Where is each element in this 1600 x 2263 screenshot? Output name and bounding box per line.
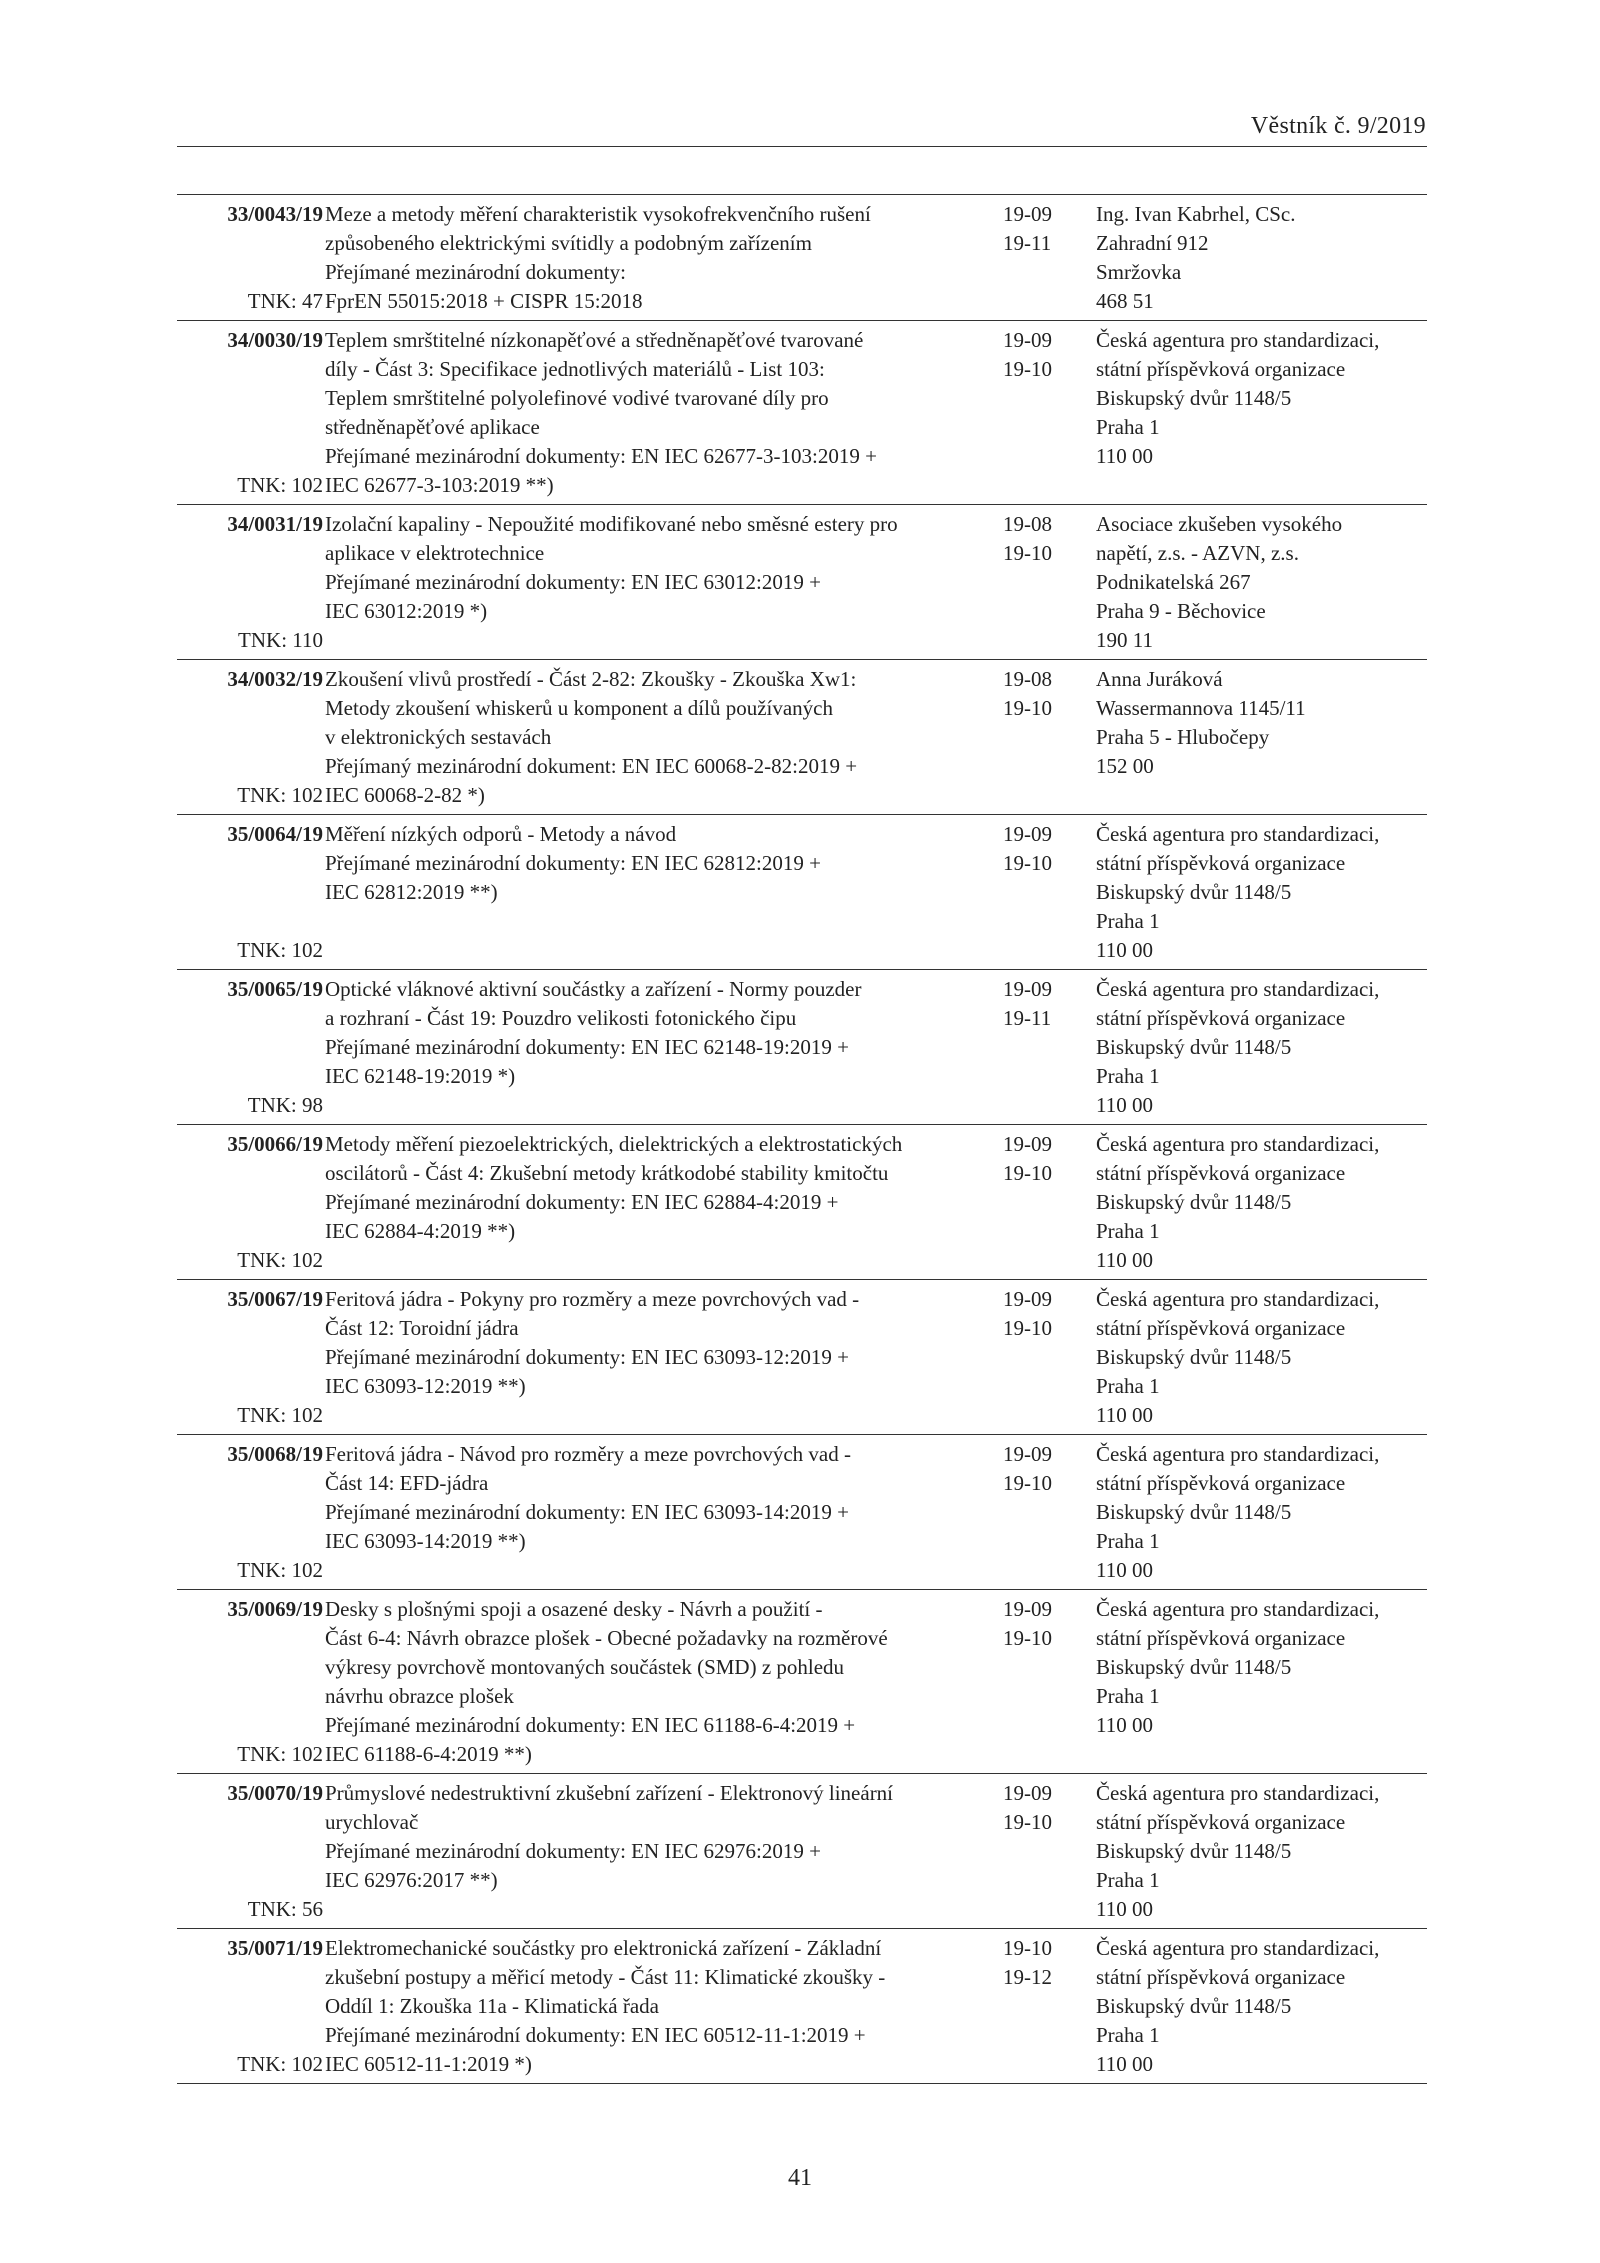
- address-cell-line: 190 11: [1096, 628, 1153, 652]
- dates-cell-line: 19-09: [1003, 1781, 1052, 1805]
- title-cell-line: způsobeného elektrickými svítidly a podobným zařízením: [325, 231, 812, 255]
- address-cell-line: 110 00: [1096, 1403, 1153, 1427]
- title-cell-line: Přejímané mezinárodní dokumenty:: [325, 260, 626, 284]
- row-id: 35/0066/19: [227, 1132, 323, 1156]
- title-cell-line: v elektronických sestavách: [325, 725, 552, 749]
- title-cell: [325, 1779, 1003, 1924]
- dates-cell-line: 19-11: [1003, 1006, 1052, 1030]
- title-cell-line: Přejímaný mezinárodní dokument: EN IEC 60068-2-82:2019 +: [325, 754, 858, 778]
- title-cell-line: Elektromechanické součástky pro elektronická zařízení - Základní: [325, 1936, 882, 1960]
- dates-cell-line: 19-10: [1003, 1316, 1052, 1340]
- title-cell: [325, 1934, 1003, 2079]
- table-row: [177, 815, 1427, 970]
- address-cell-line: 110 00: [1096, 2052, 1153, 2076]
- dates-cell-line: 19-09: [1003, 1597, 1052, 1621]
- address-cell-line: Praha 1: [1096, 1374, 1160, 1398]
- address-cell: [1096, 1595, 1427, 1769]
- title-cell-line: zkušební postupy a měřicí metody - Část 11: Klimatické zkoušky -: [325, 1965, 886, 1989]
- address-cell-line: Biskupský dvůr 1148/5: [1096, 880, 1292, 904]
- row-id: 33/0043/19: [227, 202, 323, 226]
- dates-cell-line: 19-09: [1003, 202, 1052, 226]
- dates-cell-line: 19-09: [1003, 977, 1052, 1001]
- row-tnk: TNK: 102: [237, 1248, 323, 1272]
- row-id: 34/0031/19: [227, 512, 323, 536]
- row-tnk: TNK: 102: [237, 1403, 323, 1427]
- table-row: [177, 505, 1427, 660]
- title-cell-line: Optické vláknové aktivní součástky a zařízení - Normy pouzder: [325, 977, 862, 1001]
- title-cell-line: Část 14: EFD-jádra: [325, 1471, 489, 1495]
- title-cell: [325, 326, 1003, 500]
- title-cell-line: Část 6-4: Návrh obrazce plošek - Obecné požadavky na rozměrové: [325, 1626, 888, 1650]
- address-cell-line: Biskupský dvůr 1148/5: [1096, 1345, 1292, 1369]
- title-cell-line: IEC 63093-12:2019 **): [325, 1374, 526, 1398]
- title-cell-line: Meze a metody měření charakteristik vysokofrekvenčního rušení: [325, 202, 871, 226]
- title-cell-line: návrhu obrazce plošek: [325, 1684, 514, 1708]
- row-identifier-cell: [177, 975, 323, 1120]
- address-cell-line: státní příspěvková organizace: [1096, 1161, 1346, 1185]
- dates-cell: [1003, 1440, 1096, 1585]
- address-cell-line: Biskupský dvůr 1148/5: [1096, 1190, 1292, 1214]
- dates-cell: [1003, 1130, 1096, 1275]
- title-cell-line: Přejímané mezinárodní dokumenty: EN IEC 63093-12:2019 +: [325, 1345, 849, 1369]
- address-cell-line: 110 00: [1096, 444, 1153, 468]
- dates-cell: [1003, 1779, 1096, 1924]
- dates-cell: [1003, 200, 1096, 316]
- title-cell: [325, 1595, 1003, 1769]
- address-cell: [1096, 975, 1427, 1120]
- title-cell-line: Měření nízkých odporů - Metody a návod: [325, 822, 677, 846]
- title-cell-line: IEC 60068-2-82 *): [325, 783, 485, 807]
- address-cell-line: 110 00: [1096, 1713, 1153, 1737]
- title-cell-line: díly - Část 3: Specifikace jednotlivých materiálů - List 103:: [325, 357, 825, 381]
- title-cell: [325, 665, 1003, 810]
- dates-cell-line: 19-11: [1003, 231, 1052, 255]
- title-cell-line: IEC 60512-11-1:2019 *): [325, 2052, 532, 2076]
- address-cell-line: Česká agentura pro standardizaci,: [1096, 977, 1380, 1001]
- dates-cell-line: 19-10: [1003, 1161, 1052, 1185]
- address-cell-line: Ing. Ivan Kabrhel, CSc.: [1096, 202, 1296, 226]
- address-cell-line: 110 00: [1096, 1248, 1153, 1272]
- title-cell: [325, 1130, 1003, 1275]
- address-cell-line: Biskupský dvůr 1148/5: [1096, 1839, 1292, 1863]
- address-cell: [1096, 665, 1427, 810]
- row-identifier-cell: [177, 1934, 323, 2079]
- title-cell-line: Feritová jádra - Pokyny pro rozměry a meze povrchových vad -: [325, 1287, 860, 1311]
- address-cell-line: Praha 1: [1096, 1064, 1160, 1088]
- standards-table: [177, 194, 1427, 2084]
- page-header-title: Věstník č. 9/2019: [1250, 113, 1426, 139]
- table-row: [177, 321, 1427, 505]
- row-tnk: TNK: 98: [247, 1093, 323, 1117]
- title-cell-line: Izolační kapaliny - Nepoužité modifikované nebo směsné estery pro: [325, 512, 898, 536]
- address-cell-line: Biskupský dvůr 1148/5: [1096, 1500, 1292, 1524]
- title-cell-line: oscilátorů - Část 4: Zkušební metody krátkodobé stability kmitočtu: [325, 1161, 889, 1185]
- dates-cell-line: 19-09: [1003, 1287, 1052, 1311]
- address-cell-line: Biskupský dvůr 1148/5: [1096, 1994, 1292, 2018]
- address-cell-line: státní příspěvková organizace: [1096, 1006, 1346, 1030]
- table-row: [177, 1590, 1427, 1774]
- address-cell-line: Česká agentura pro standardizaci,: [1096, 1287, 1380, 1311]
- title-cell-line: Feritová jádra - Návod pro rozměry a meze povrchových vad -: [325, 1442, 851, 1466]
- title-cell-line: IEC 63093-14:2019 **): [325, 1529, 526, 1553]
- dates-cell-line: 19-10: [1003, 357, 1052, 381]
- table-row: [177, 195, 1427, 321]
- row-identifier-cell: [177, 820, 323, 965]
- address-cell-line: Podnikatelská 267: [1096, 570, 1251, 594]
- dates-cell-line: 19-08: [1003, 512, 1052, 536]
- title-cell-line: Přejímané mezinárodní dokumenty: EN IEC 62884-4:2019 +: [325, 1190, 839, 1214]
- title-cell-line: Teplem smrštitelné polyolefinové vodivé tvarované díly pro: [325, 386, 829, 410]
- title-cell-line: Přejímané mezinárodní dokumenty: EN IEC 63093-14:2019 +: [325, 1500, 849, 1524]
- address-cell: [1096, 1130, 1427, 1275]
- title-cell: [325, 1440, 1003, 1585]
- dates-cell-line: 19-12: [1003, 1965, 1052, 1989]
- address-cell-line: 468 51: [1096, 289, 1154, 313]
- address-cell-line: Česká agentura pro standardizaci,: [1096, 1597, 1380, 1621]
- address-cell-line: Česká agentura pro standardizaci,: [1096, 1132, 1380, 1156]
- address-cell: [1096, 1779, 1427, 1924]
- dates-cell-line: 19-09: [1003, 328, 1052, 352]
- dates-cell: [1003, 665, 1096, 810]
- dates-cell-line: 19-10: [1003, 1810, 1052, 1834]
- address-cell-line: 110 00: [1096, 1093, 1153, 1117]
- title-cell-line: FprEN 55015:2018 + CISPR 15:2018: [325, 289, 643, 313]
- row-identifier-cell: [177, 1440, 323, 1585]
- dates-cell: [1003, 975, 1096, 1120]
- address-cell-line: Česká agentura pro standardizaci,: [1096, 822, 1380, 846]
- row-tnk: TNK: 56: [247, 1897, 323, 1921]
- address-cell-line: státní příspěvková organizace: [1096, 1810, 1346, 1834]
- title-cell: [325, 510, 1003, 655]
- address-cell-line: Praha 1: [1096, 1868, 1160, 1892]
- address-cell: [1096, 510, 1427, 655]
- title-cell-line: Desky s plošnými spoji a osazené desky - Návrh a použití -: [325, 1597, 823, 1621]
- row-tnk: TNK: 102: [237, 1742, 323, 1766]
- address-cell-line: 110 00: [1096, 938, 1153, 962]
- dates-cell-line: 19-10: [1003, 1626, 1052, 1650]
- title-cell-line: Přejímané mezinárodní dokumenty: EN IEC 62148-19:2019 +: [325, 1035, 849, 1059]
- dates-cell: [1003, 820, 1096, 965]
- address-cell-line: Česká agentura pro standardizaci,: [1096, 1936, 1380, 1960]
- dates-cell-line: 19-09: [1003, 1442, 1052, 1466]
- row-id: 35/0065/19: [227, 977, 323, 1001]
- title-cell-line: IEC 62677-3-103:2019 **): [325, 473, 554, 497]
- title-cell-line: IEC 63012:2019 *): [325, 599, 488, 623]
- address-cell-line: Praha 5 - Hlubočepy: [1096, 725, 1270, 749]
- row-id: 34/0030/19: [227, 328, 323, 352]
- row-identifier-cell: [177, 200, 323, 316]
- row-tnk: TNK: 47: [247, 289, 323, 313]
- title-cell-line: Přejímané mezinárodní dokumenty: EN IEC 62677-3-103:2019 +: [325, 444, 877, 468]
- header-rule: [177, 146, 1427, 147]
- dates-cell-line: 19-10: [1003, 851, 1052, 875]
- address-cell: [1096, 820, 1427, 965]
- address-cell-line: Česká agentura pro standardizaci,: [1096, 1781, 1380, 1805]
- title-cell-line: Přejímané mezinárodní dokumenty: EN IEC 62976:2019 +: [325, 1839, 821, 1863]
- dates-cell-line: 19-08: [1003, 667, 1052, 691]
- address-cell-line: Česká agentura pro standardizaci,: [1096, 1442, 1380, 1466]
- title-cell: [325, 820, 1003, 965]
- address-cell-line: Praha 1: [1096, 1684, 1160, 1708]
- address-cell-line: státní příspěvková organizace: [1096, 1626, 1346, 1650]
- address-cell-line: státní příspěvková organizace: [1096, 1965, 1346, 1989]
- title-cell-line: Přejímané mezinárodní dokumenty: EN IEC 60512-11-1:2019 +: [325, 2023, 866, 2047]
- row-id: 35/0067/19: [227, 1287, 323, 1311]
- row-id: 35/0070/19: [227, 1781, 323, 1805]
- address-cell-line: Asociace zkušeben vysokého: [1096, 512, 1343, 536]
- table-row: [177, 660, 1427, 815]
- address-cell-line: 110 00: [1096, 1897, 1153, 1921]
- table-row: [177, 1125, 1427, 1280]
- table-row: [177, 1435, 1427, 1590]
- row-tnk: TNK: 102: [237, 473, 323, 497]
- row-id: 35/0069/19: [227, 1597, 323, 1621]
- address-cell: [1096, 326, 1427, 500]
- address-cell-line: státní příspěvková organizace: [1096, 357, 1346, 381]
- address-cell-line: Praha 9 - Běchovice: [1096, 599, 1266, 623]
- title-cell-line: aplikace v elektrotechnice: [325, 541, 545, 565]
- dates-cell: [1003, 1595, 1096, 1769]
- row-identifier-cell: [177, 665, 323, 810]
- address-cell: [1096, 1440, 1427, 1585]
- address-cell-line: Praha 1: [1096, 2023, 1160, 2047]
- row-id: 35/0071/19: [227, 1936, 323, 1960]
- row-tnk: TNK: 102: [237, 1558, 323, 1582]
- dates-cell-line: 19-10: [1003, 1936, 1052, 1960]
- dates-cell-line: 19-10: [1003, 696, 1052, 720]
- row-tnk: TNK: 102: [237, 938, 323, 962]
- table-row: [177, 970, 1427, 1125]
- title-cell-line: Část 12: Toroidní jádra: [325, 1316, 519, 1340]
- title-cell-line: Metody měření piezoelektrických, dielektrických a elektrostatických: [325, 1132, 903, 1156]
- address-cell-line: Anna Juráková: [1096, 667, 1223, 691]
- title-cell-line: IEC 62812:2019 **): [325, 880, 498, 904]
- title-cell-line: IEC 62976:2017 **): [325, 1868, 498, 1892]
- table-row: [177, 1280, 1427, 1435]
- address-cell-line: státní příspěvková organizace: [1096, 1471, 1346, 1495]
- row-tnk: TNK: 102: [237, 2052, 323, 2076]
- row-identifier-cell: [177, 326, 323, 500]
- address-cell: [1096, 200, 1427, 316]
- row-id: 34/0032/19: [227, 667, 323, 691]
- dates-cell-line: 19-09: [1003, 822, 1052, 846]
- title-cell: [325, 1285, 1003, 1430]
- address-cell-line: Praha 1: [1096, 909, 1160, 933]
- address-cell: [1096, 1285, 1427, 1430]
- title-cell-line: urychlovač: [325, 1810, 419, 1834]
- title-cell-line: IEC 61188-6-4:2019 **): [325, 1742, 532, 1766]
- title-cell-line: Přejímané mezinárodní dokumenty: EN IEC 63012:2019 +: [325, 570, 821, 594]
- table-row: [177, 1929, 1427, 2084]
- address-cell-line: státní příspěvková organizace: [1096, 851, 1346, 875]
- title-cell-line: středněnapěťové aplikace: [325, 415, 540, 439]
- dates-cell: [1003, 326, 1096, 500]
- address-cell-line: Wassermannova 1145/11: [1096, 696, 1306, 720]
- table-row: [177, 1774, 1427, 1929]
- address-cell-line: 152 00: [1096, 754, 1154, 778]
- address-cell-line: Česká agentura pro standardizaci,: [1096, 328, 1380, 352]
- address-cell-line: Praha 1: [1096, 1219, 1160, 1243]
- title-cell-line: výkresy povrchově montovaných součástek (SMD) z pohledu: [325, 1655, 845, 1679]
- title-cell-line: Přejímané mezinárodní dokumenty: EN IEC 62812:2019 +: [325, 851, 821, 875]
- address-cell: [1096, 1934, 1427, 2079]
- row-identifier-cell: [177, 1285, 323, 1430]
- row-identifier-cell: [177, 1130, 323, 1275]
- row-identifier-cell: [177, 1595, 323, 1769]
- address-cell-line: Biskupský dvůr 1148/5: [1096, 1655, 1292, 1679]
- address-cell-line: Biskupský dvůr 1148/5: [1096, 386, 1292, 410]
- title-cell-line: Metody zkoušení whiskerů u komponent a dílů používaných: [325, 696, 833, 720]
- dates-cell: [1003, 510, 1096, 655]
- page-number: 41: [788, 2165, 812, 2191]
- title-cell-line: Oddíl 1: Zkouška 11a - Klimatická řada: [325, 1994, 659, 2018]
- dates-cell-line: 19-10: [1003, 541, 1052, 565]
- row-identifier-cell: [177, 1779, 323, 1924]
- dates-cell: [1003, 1285, 1096, 1430]
- title-cell-line: Teplem smrštitelné nízkonapěťové a středněnapěťové tvarované: [325, 328, 864, 352]
- row-id: 35/0068/19: [227, 1442, 323, 1466]
- address-cell-line: napětí, z.s. - AZVN, z.s.: [1096, 541, 1299, 565]
- row-identifier-cell: [177, 510, 323, 655]
- address-cell-line: Smržovka: [1096, 260, 1182, 284]
- address-cell-line: Zahradní 912: [1096, 231, 1209, 255]
- address-cell-line: Biskupský dvůr 1148/5: [1096, 1035, 1292, 1059]
- address-cell-line: Praha 1: [1096, 1529, 1160, 1553]
- address-cell-line: 110 00: [1096, 1558, 1153, 1582]
- title-cell: [325, 975, 1003, 1120]
- dates-cell-line: 19-10: [1003, 1471, 1052, 1495]
- dates-cell: [1003, 1934, 1096, 2079]
- title-cell-line: Přejímané mezinárodní dokumenty: EN IEC 61188-6-4:2019 +: [325, 1713, 856, 1737]
- dates-cell-line: 19-09: [1003, 1132, 1052, 1156]
- address-cell-line: Praha 1: [1096, 415, 1160, 439]
- row-id: 35/0064/19: [227, 822, 323, 846]
- title-cell-line: IEC 62884-4:2019 **): [325, 1219, 516, 1243]
- title-cell-line: Průmyslové nedestruktivní zkušební zařízení - Elektronový lineární: [325, 1781, 894, 1805]
- title-cell: [325, 200, 1003, 316]
- row-tnk: TNK: 110: [238, 628, 323, 652]
- row-tnk: TNK: 102: [237, 783, 323, 807]
- title-cell-line: IEC 62148-19:2019 *): [325, 1064, 516, 1088]
- title-cell-line: Zkoušení vlivů prostředí - Část 2-82: Zkoušky - Zkouška Xw1:: [325, 667, 857, 691]
- title-cell-line: a rozhraní - Část 19: Pouzdro velikosti fotonického čipu: [325, 1006, 797, 1030]
- address-cell-line: státní příspěvková organizace: [1096, 1316, 1346, 1340]
